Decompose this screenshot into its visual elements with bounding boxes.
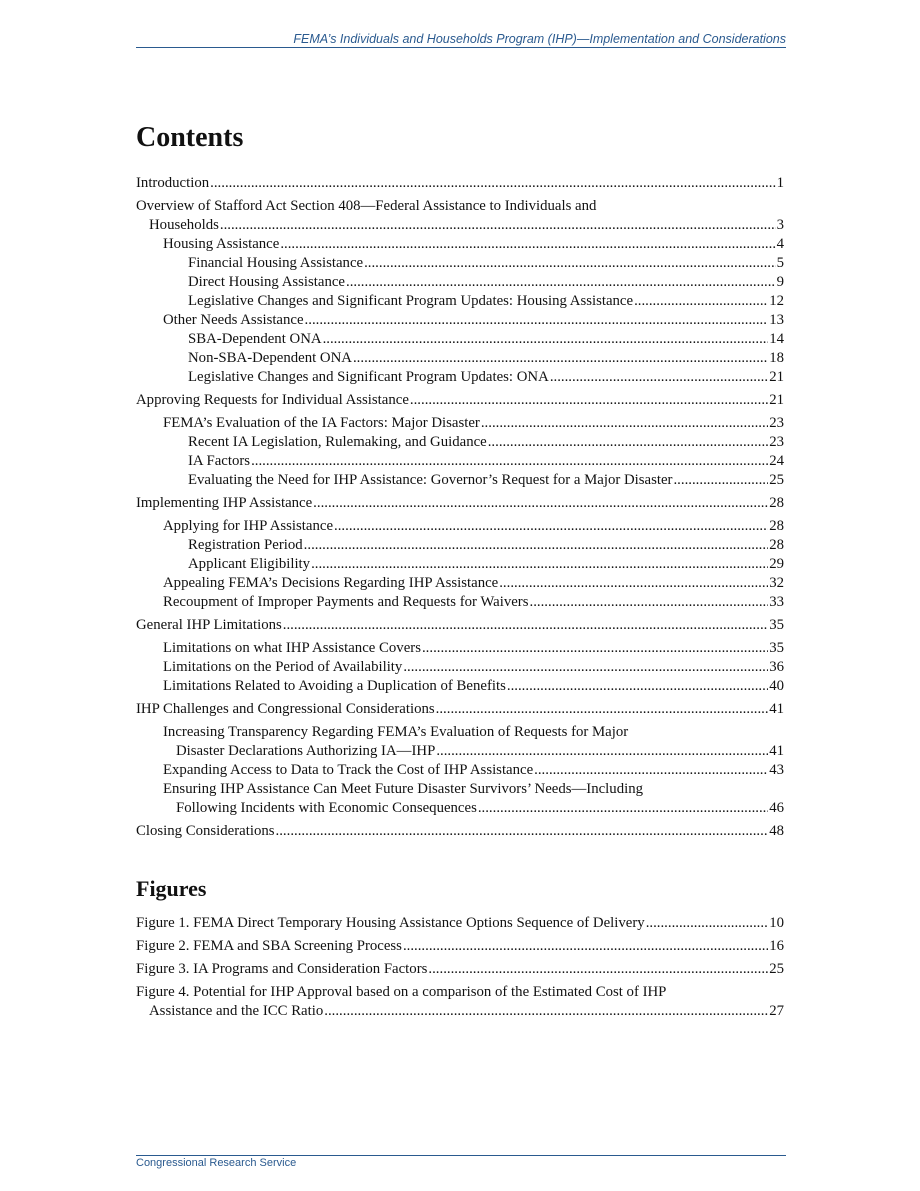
dot-leader xyxy=(530,593,769,612)
figure-entry[interactable] xyxy=(136,960,784,979)
toc-entry-title: Expanding Access to Data to Track the Cost of IHP Assistance xyxy=(163,762,534,778)
figure-entry-page: 16 xyxy=(769,938,784,954)
toc-entry[interactable] xyxy=(136,292,784,311)
toc-entry[interactable] xyxy=(136,433,784,452)
toc-entry-page: 23 xyxy=(769,415,784,431)
toc-entry-page: 48 xyxy=(769,823,784,839)
toc-entry[interactable] xyxy=(136,494,784,513)
toc-entry-title: Other Needs Assistance xyxy=(163,312,304,328)
toc-entry-title: FEMA’s Evaluation of the IA Factors: Major Disaster xyxy=(163,415,480,431)
dot-leader xyxy=(403,658,768,677)
dot-leader xyxy=(428,960,768,979)
dot-leader xyxy=(283,616,768,635)
toc-entry-page: 29 xyxy=(769,556,784,572)
dot-leader xyxy=(280,235,775,254)
dot-leader xyxy=(507,677,768,696)
figure-entry[interactable] xyxy=(136,937,784,956)
toc-entry-page: 24 xyxy=(769,453,784,469)
footer-text: Congressional Research Service xyxy=(136,1157,297,1169)
toc-entry-page: 21 xyxy=(769,392,784,408)
toc-entry[interactable] xyxy=(136,822,784,841)
toc-entry-page: 35 xyxy=(769,617,784,633)
toc-entry[interactable] xyxy=(136,368,784,387)
toc-entry-title: Housing Assistance xyxy=(163,236,280,252)
figures-title: Figures xyxy=(136,876,207,901)
toc-entry-title: Limitations on the Period of Availability xyxy=(163,659,403,675)
toc-entry[interactable] xyxy=(136,574,784,593)
toc-entry-page: 13 xyxy=(769,312,784,328)
toc-entry-title: Implementing IHP Assistance xyxy=(136,495,313,511)
figure-entry-page: 27 xyxy=(769,1003,784,1019)
toc-entry[interactable] xyxy=(136,311,784,330)
toc-entry-title: Legislative Changes and Significant Program Updates: ONA xyxy=(188,369,549,385)
toc-entry[interactable] xyxy=(136,254,784,273)
toc-entry-page: 14 xyxy=(769,331,784,347)
toc-entry[interactable] xyxy=(136,330,784,349)
dot-leader xyxy=(673,471,768,490)
figure-entry[interactable] xyxy=(136,1002,784,1021)
figure-entry-title: Assistance and the ICC Ratio xyxy=(149,1003,324,1019)
dot-leader xyxy=(346,273,776,292)
dot-leader xyxy=(324,1002,768,1021)
dot-leader xyxy=(499,574,768,593)
toc-entry-page: 28 xyxy=(769,495,784,511)
toc-entry-page: 12 xyxy=(769,293,784,309)
dot-leader xyxy=(220,216,776,235)
toc-entry-title: Non-SBA-Dependent ONA xyxy=(188,350,352,366)
dot-leader xyxy=(422,639,768,658)
dot-leader xyxy=(410,391,768,410)
toc-entry-title: Registration Period xyxy=(188,537,303,553)
dot-leader xyxy=(436,700,769,719)
toc-entry-title: Limitations Related to Avoiding a Duplication of Benefits xyxy=(163,678,506,694)
dot-leader xyxy=(276,822,769,841)
figure-entry[interactable] xyxy=(136,914,784,933)
toc-entry-page: 33 xyxy=(769,594,784,610)
toc-entry-page: 3 xyxy=(776,217,784,233)
contents-list xyxy=(136,174,784,841)
toc-entry-title: Introduction xyxy=(136,175,210,191)
toc-entry[interactable] xyxy=(136,799,784,818)
toc-entry-title: Legislative Changes and Significant Program Updates: Housing Assistance xyxy=(188,293,634,309)
contents-title: Contents xyxy=(136,122,244,153)
toc-entry[interactable] xyxy=(136,677,784,696)
dot-leader xyxy=(364,254,776,273)
figure-entry-title: Figure 1. FEMA Direct Temporary Housing Assistance Options Sequence of Delivery xyxy=(136,915,645,931)
toc-entry[interactable] xyxy=(136,700,784,719)
dot-leader xyxy=(305,311,769,330)
toc-entry[interactable] xyxy=(136,658,784,677)
dot-leader xyxy=(251,452,768,471)
toc-entry[interactable] xyxy=(136,593,784,612)
dot-leader xyxy=(436,742,768,761)
dot-leader xyxy=(403,937,768,956)
toc-entry-title: IHP Challenges and Congressional Considerations xyxy=(136,701,435,717)
toc-entry[interactable] xyxy=(136,742,784,761)
toc-entry-page: 35 xyxy=(769,640,784,656)
dot-leader xyxy=(353,349,768,368)
toc-entry[interactable] xyxy=(136,555,784,574)
toc-entry[interactable] xyxy=(136,452,784,471)
toc-entry[interactable] xyxy=(136,761,784,780)
toc-entry-title: Applying for IHP Assistance xyxy=(163,518,334,534)
toc-entry-title: Households xyxy=(149,217,219,233)
toc-entry-page: 28 xyxy=(769,537,784,553)
toc-entry-title: Following Incidents with Economic Consequences xyxy=(176,800,477,816)
toc-entry-page: 46 xyxy=(769,800,784,816)
toc-entry-title: Evaluating the Need for IHP Assistance: Governor’s Request for a Major Disaster xyxy=(188,472,673,488)
toc-entry-title: Direct Housing Assistance xyxy=(188,274,345,290)
toc-entry-page: 4 xyxy=(776,236,784,252)
figure-entry-title: Figure 3. IA Programs and Consideration Factors xyxy=(136,961,428,977)
dot-leader xyxy=(323,330,769,349)
figure-entry-first-line[interactable]: Figure 4. Potential for IHP Approval based on a comparison of the Estimated Cost of IHP xyxy=(136,984,667,1000)
dot-leader xyxy=(478,799,768,818)
toc-entry-first-line[interactable]: Ensuring IHP Assistance Can Meet Future Disaster Survivors’ Needs—Including xyxy=(163,781,644,797)
figure-entry-page: 10 xyxy=(769,915,784,931)
footer-rule xyxy=(136,1155,786,1156)
dot-leader xyxy=(304,536,769,555)
dot-leader xyxy=(311,555,768,574)
toc-entry-page: 21 xyxy=(769,369,784,385)
toc-entry-title: Closing Considerations xyxy=(136,823,275,839)
toc-entry-title: Limitations on what IHP Assistance Covers xyxy=(163,640,421,656)
toc-entry-page: 43 xyxy=(769,762,784,778)
toc-entry[interactable] xyxy=(136,471,784,490)
toc-entry-page: 36 xyxy=(769,659,784,675)
toc-entry[interactable] xyxy=(136,517,784,536)
toc-entry[interactable] xyxy=(136,349,784,368)
dot-leader xyxy=(334,517,768,536)
toc-entry[interactable] xyxy=(136,616,784,635)
toc-entry-title: IA Factors xyxy=(188,453,251,469)
toc-entry-title: Recoupment of Improper Payments and Requests for Waivers xyxy=(163,594,529,610)
toc-entry-page: 23 xyxy=(769,434,784,450)
dot-leader xyxy=(550,368,768,387)
toc-entry-title: Financial Housing Assistance xyxy=(188,255,364,271)
figure-entry-page: 25 xyxy=(769,961,784,977)
figure-entry-title: Figure 2. FEMA and SBA Screening Process xyxy=(136,938,402,954)
toc-entry-page: 28 xyxy=(769,518,784,534)
dot-leader xyxy=(646,914,769,933)
toc-entry-page: 41 xyxy=(769,701,784,717)
toc-entry[interactable] xyxy=(136,391,784,410)
toc-entry-title: Appealing FEMA’s Decisions Regarding IHP Assistance xyxy=(163,575,499,591)
toc-entry-first-line[interactable]: Increasing Transparency Regarding FEMA’s Evaluation of Requests for Major xyxy=(163,724,629,740)
dot-leader xyxy=(313,494,768,513)
dot-leader xyxy=(481,414,768,433)
toc-entry[interactable] xyxy=(136,216,784,235)
toc-entry-page: 1 xyxy=(776,175,784,191)
dot-leader xyxy=(534,761,768,780)
toc-entry-page: 18 xyxy=(769,350,784,366)
toc-entry-title: General IHP Limitations xyxy=(136,617,282,633)
toc-entry[interactable] xyxy=(136,273,784,292)
toc-entry[interactable] xyxy=(136,639,784,658)
toc-entry-first-line[interactable]: Overview of Stafford Act Section 408—Federal Assistance to Individuals and xyxy=(136,198,597,214)
toc-entry[interactable] xyxy=(136,414,784,433)
toc-entry-title: Disaster Declarations Authorizing IA—IHP xyxy=(176,743,436,759)
toc-entry[interactable] xyxy=(136,536,784,555)
toc-entry-title: Approving Requests for Individual Assistance xyxy=(136,392,409,408)
dot-leader xyxy=(488,433,768,452)
toc-entry[interactable] xyxy=(136,174,784,193)
toc-entry-title: SBA-Dependent ONA xyxy=(188,331,322,347)
toc-entry-title: Recent IA Legislation, Rulemaking, and Guidance xyxy=(188,434,487,450)
toc-entry-page: 9 xyxy=(776,274,784,290)
toc-entry-page: 25 xyxy=(769,472,784,488)
toc-entry-page: 5 xyxy=(776,255,784,271)
toc-entry[interactable] xyxy=(136,235,784,254)
dot-leader xyxy=(634,292,768,311)
figures-list xyxy=(136,914,784,1021)
dot-leader xyxy=(210,174,775,193)
running-header: FEMA’s Individuals and Households Program (IHP)—Implementation and Considerations xyxy=(293,32,786,46)
toc-entry-title: Applicant Eligibility xyxy=(188,556,311,572)
toc-entry-page: 40 xyxy=(769,678,784,694)
toc-entry-page: 41 xyxy=(769,743,784,759)
header-rule xyxy=(136,47,786,48)
toc-entry-page: 32 xyxy=(769,575,784,591)
